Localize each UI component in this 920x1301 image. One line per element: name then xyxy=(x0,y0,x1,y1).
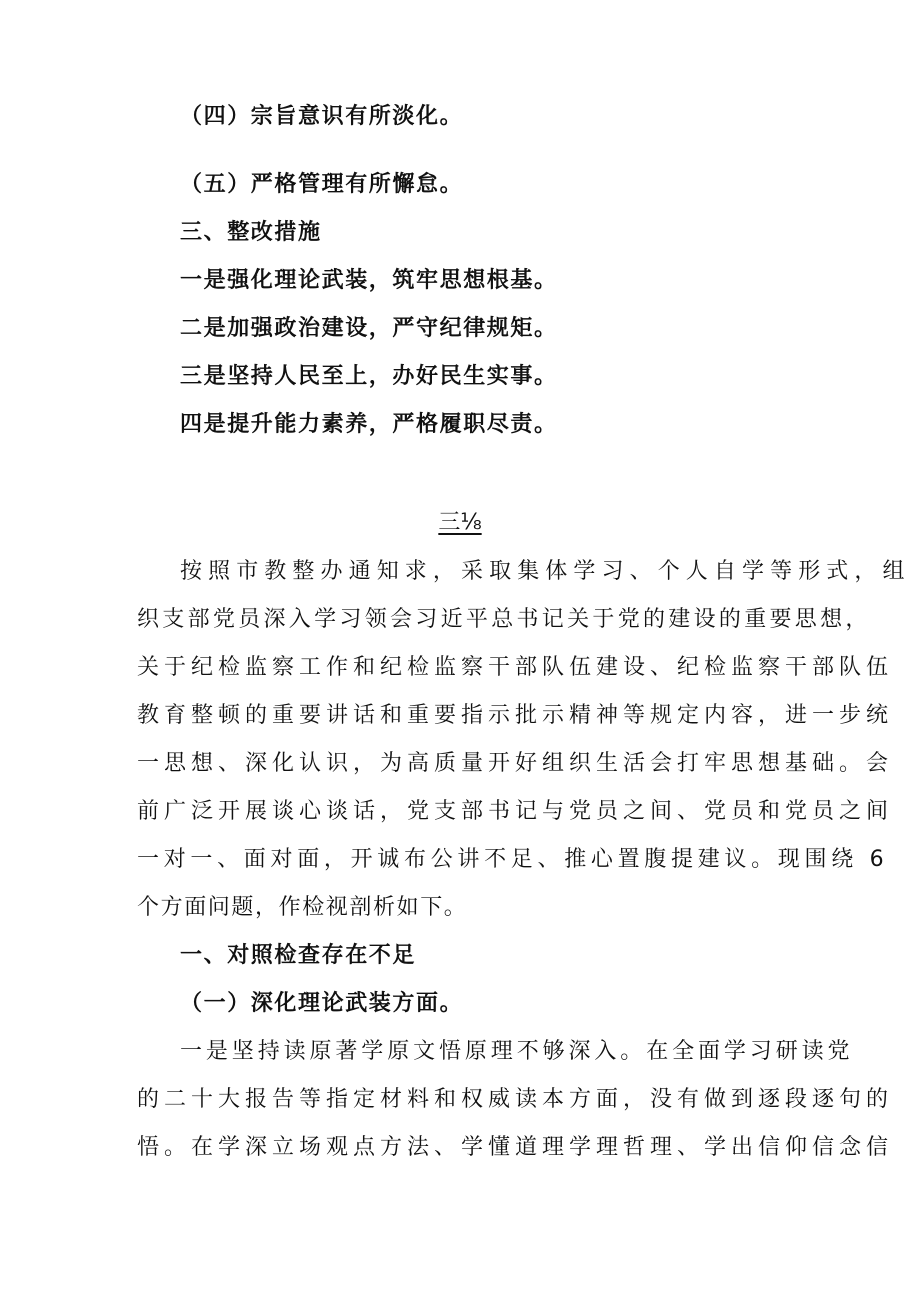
intro-line-4: 教育整顿的重要讲话和重要指示批示精神等规定内容，进一步统 xyxy=(137,703,894,728)
para-line-1: 一是坚持读原著学原文悟原理不够深入。在全面学习研读党 xyxy=(180,1039,854,1064)
part-marker-text: 三⅛ xyxy=(438,510,482,535)
intro-line-1: 按照市教整办通知求，采取集体学习、个人自学等形式，组 xyxy=(180,559,911,584)
intro-line-8: 个方面问题，作检视剖析如下。 xyxy=(137,895,468,920)
measure-3: 三是坚持人民至上，办好民生实事。 xyxy=(180,364,558,389)
measure-4: 四是提升能力素养，严格履职尽责。 xyxy=(180,412,558,437)
item-four: （四）宗旨意识有所淡化。 xyxy=(180,104,464,129)
intro-line-2: 织支部党员深入学习领会习近平总书记关于党的建设的重要思想， xyxy=(137,607,871,632)
intro-line-6: 前广泛开展谈心谈话，党支部书记与党员之间、党员和党员之间 xyxy=(137,799,894,824)
section-three-heading: 三、整改措施 xyxy=(180,220,322,245)
part-marker xyxy=(0,508,920,538)
section-one-sub1: （一）深化理论武装方面。 xyxy=(180,991,464,1016)
intro-line-3: 关于纪检监察工作和纪检监察干部队伍建设、纪检监察干部队伍 xyxy=(137,655,894,680)
intro-line-7: 一对一、面对面，开诚布公讲不足、推心置腹提建议。现围绕 6 xyxy=(137,847,889,872)
item-five: （五）严格管理有所懈怠。 xyxy=(180,172,464,197)
para-line-2: 的二十大报告等指定材料和权威读本方面，没有做到逐段逐句的 xyxy=(137,1087,894,1112)
para-line-3: 悟。在学深立场观点方法、学懂道理学理哲理、学出信仰信念信 xyxy=(137,1135,894,1160)
intro-line-5: 一思想、深化认识，为高质量开好组织生活会打牢思想基础。会 xyxy=(137,751,894,776)
measure-2: 二是加强政治建设，严守纪律规矩。 xyxy=(180,316,558,341)
measure-1: 一是强化理论武装，筑牢思想根基。 xyxy=(180,268,558,293)
section-one-heading: 一、对照检查存在不足 xyxy=(180,943,417,968)
